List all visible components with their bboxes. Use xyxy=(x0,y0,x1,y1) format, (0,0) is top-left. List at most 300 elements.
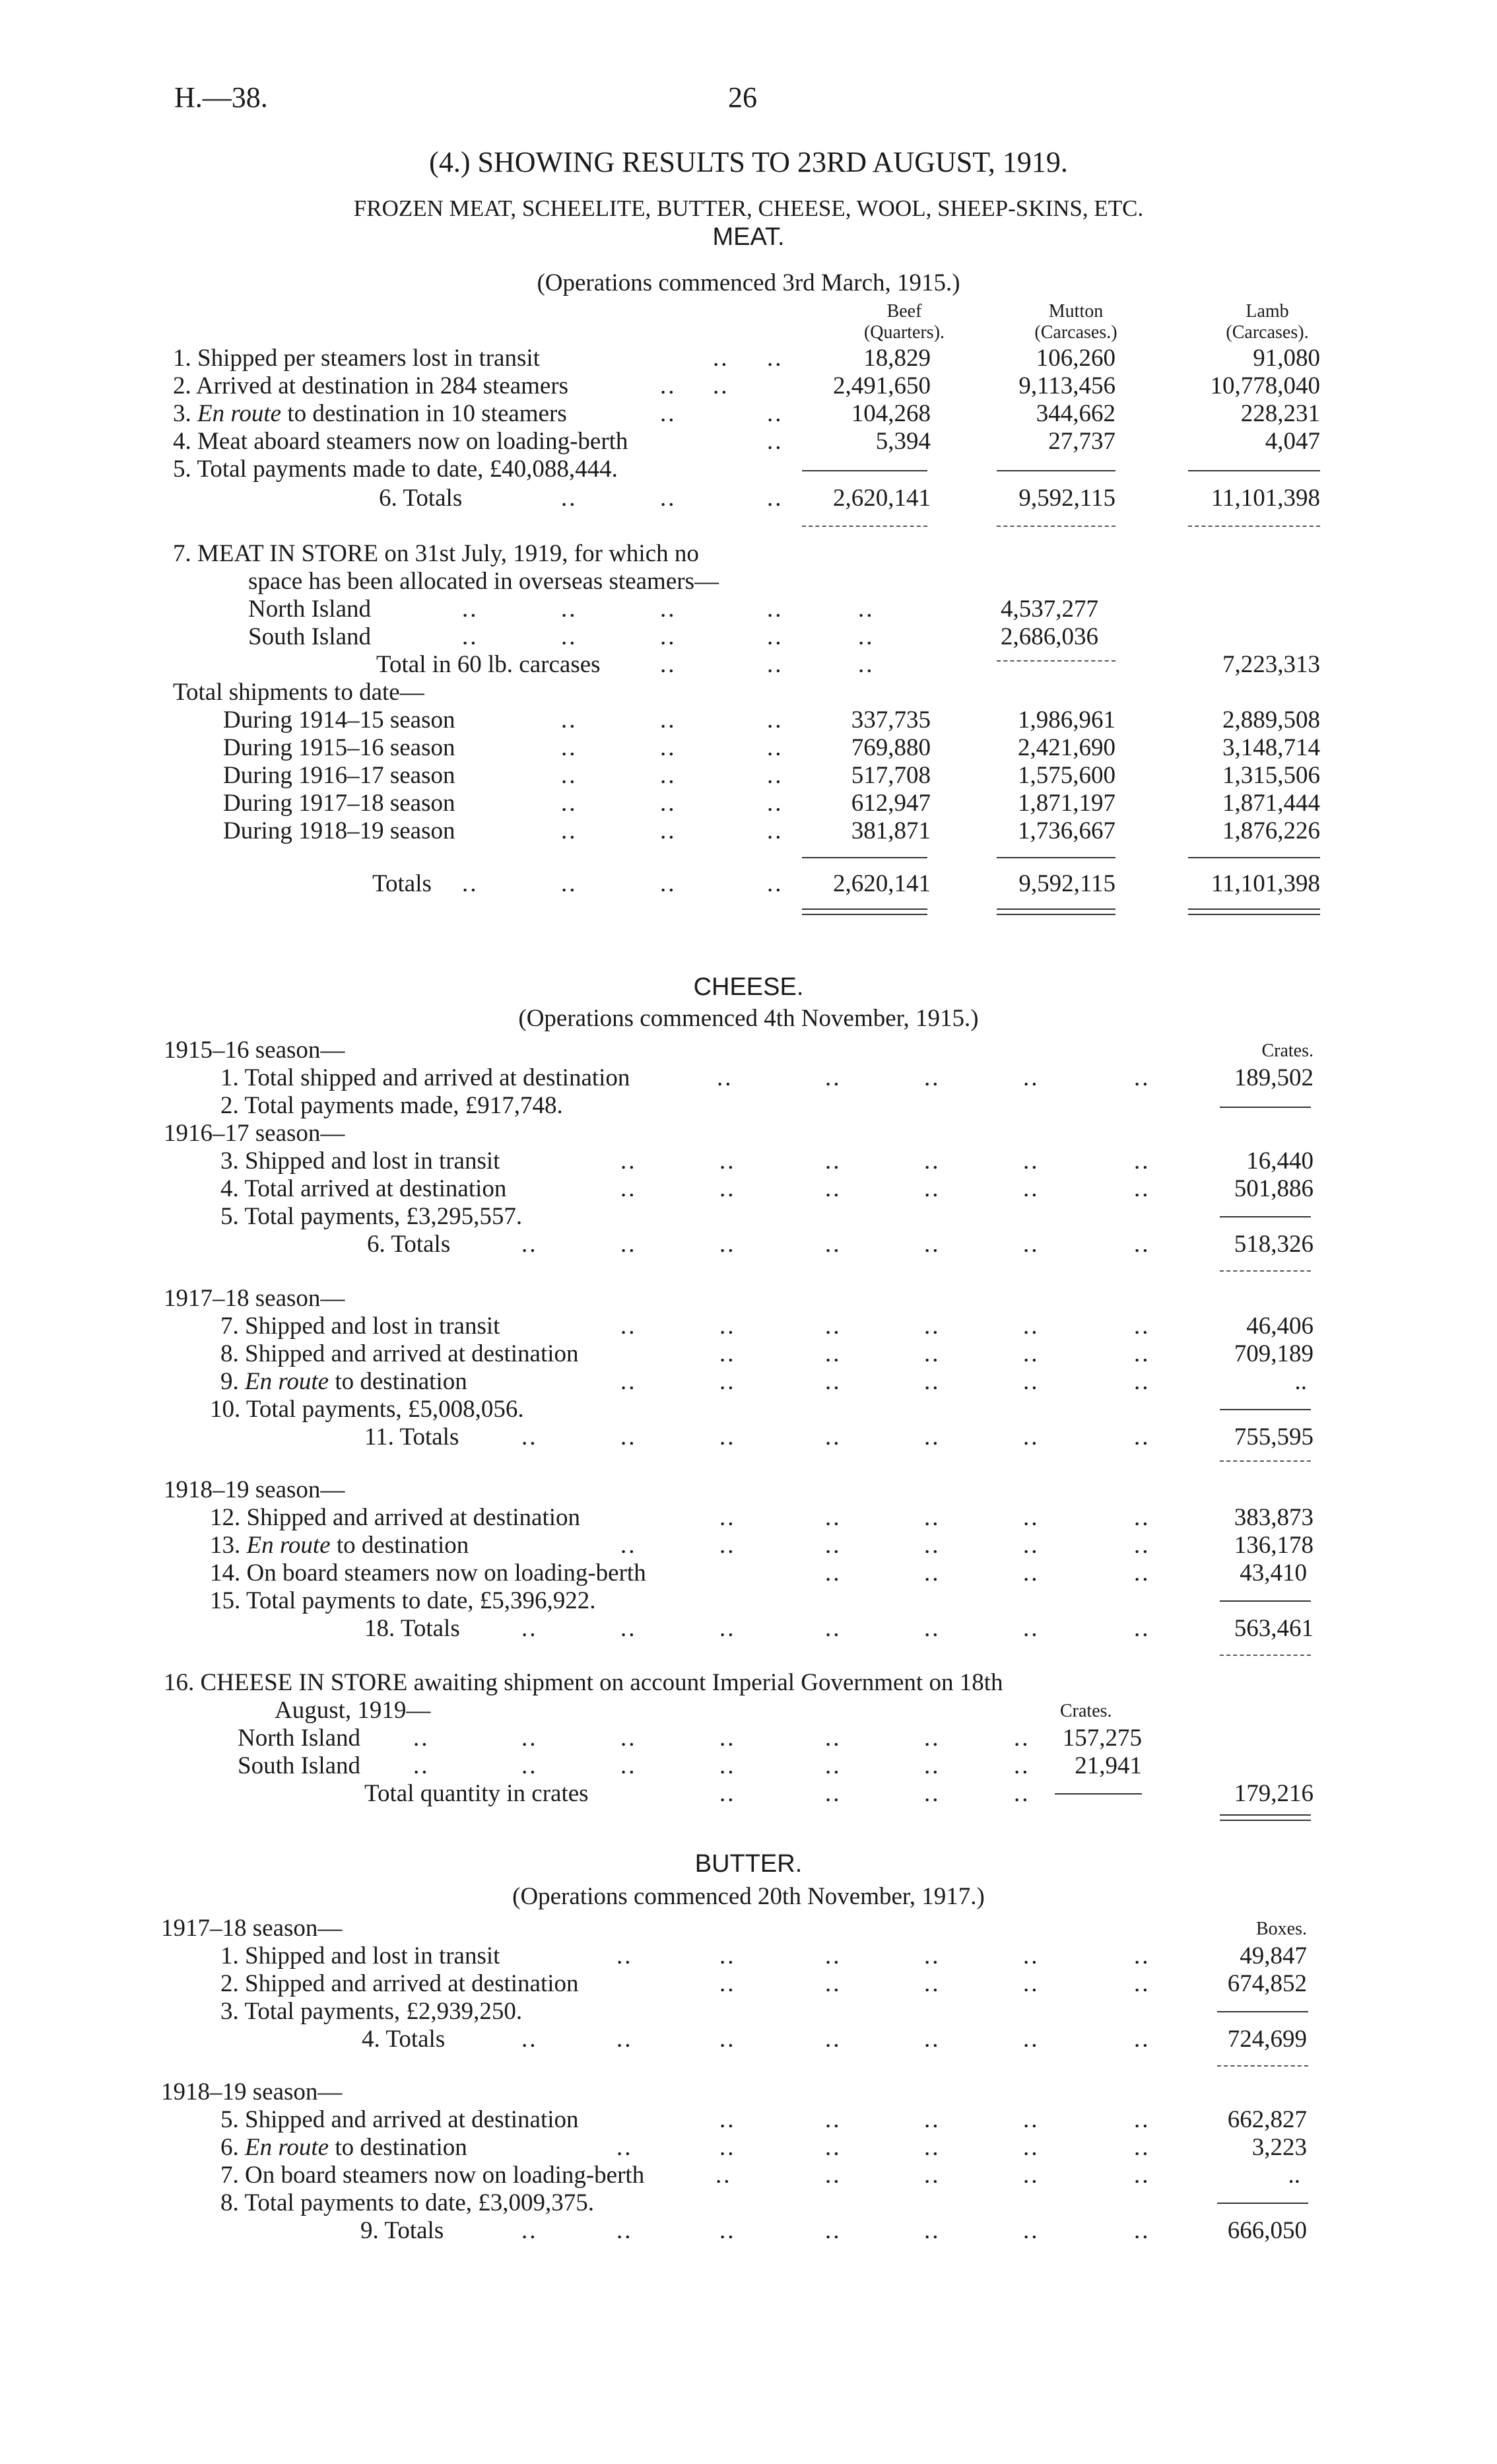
mutton-total: 9,592,115 xyxy=(1018,870,1115,897)
leader: .. xyxy=(1134,1313,1150,1340)
row-label: 4. Meat aboard steamers now on loading-berth xyxy=(173,428,628,455)
rule xyxy=(802,857,927,858)
beef-value: 2,491,650 xyxy=(833,372,931,399)
row-number: 3. xyxy=(173,400,191,427)
season-label: During 1916–17 season xyxy=(223,762,455,789)
row-number: 9. xyxy=(220,1368,239,1395)
row-label: 14. On board steamers now on loading-berth xyxy=(210,1559,646,1587)
leader: .. xyxy=(1023,1340,1040,1367)
leader: .. xyxy=(825,1231,842,1258)
leader: .. xyxy=(825,1313,842,1340)
leader: .. xyxy=(924,1504,941,1531)
season-label: During 1914–15 season xyxy=(223,706,455,734)
en-route-text: En route xyxy=(245,1368,329,1395)
leader: .. xyxy=(561,734,578,761)
beef-value: 612,947 xyxy=(851,790,931,817)
season-label: During 1915–16 season xyxy=(223,734,455,761)
leader: .. xyxy=(719,1175,736,1202)
leader: .. xyxy=(1014,1752,1030,1779)
leader: .. xyxy=(825,1368,842,1395)
rule xyxy=(1188,526,1320,527)
cheese-1915-heading: 1915–16 season— xyxy=(164,1037,345,1064)
mutton-value: 9,113,456 xyxy=(1018,372,1115,399)
leader: .. xyxy=(924,1147,941,1175)
leader: .. xyxy=(521,1752,538,1779)
rule xyxy=(1220,1460,1311,1462)
rule xyxy=(997,914,1115,915)
leader: .. xyxy=(1023,2106,1040,2133)
cheese-store-line1: 16. CHEESE IN STORE awaiting shipment on account Imperial Government on 18th xyxy=(164,1669,1003,1696)
leader: .. xyxy=(825,1970,842,1997)
col-beef-unit: (Quarters). xyxy=(863,322,945,343)
beef-value: 381,871 xyxy=(851,817,931,844)
butter-row-8: 8. Total payments to date, £3,009,375. xyxy=(220,2189,595,2216)
leader: .. xyxy=(719,1780,736,1807)
mutton-total: 9,592,115 xyxy=(1018,485,1115,512)
rule xyxy=(1220,1409,1311,1410)
leader: .. xyxy=(620,1752,637,1779)
season-label: During 1918–19 season xyxy=(223,817,455,844)
page-reference: H.—38. xyxy=(174,81,268,114)
leader: .. xyxy=(660,400,677,427)
leader: .. xyxy=(924,1368,941,1395)
north-label: North Island xyxy=(248,596,371,623)
row-value: 189,502 xyxy=(1234,1064,1314,1091)
lamb-value: 1,871,444 xyxy=(1222,790,1320,817)
totals-label: 4. Totals xyxy=(362,2026,446,2053)
meat-store-line2: space has been allocated in overseas steamers— xyxy=(248,568,719,595)
leader: .. xyxy=(767,651,783,678)
rule xyxy=(997,857,1115,858)
leader: .. xyxy=(1134,1615,1150,1642)
leader: .. xyxy=(620,1147,637,1175)
col-beef-name: Beef xyxy=(886,301,922,322)
leader: .. xyxy=(924,2217,941,2244)
rule xyxy=(1220,1107,1311,1108)
leader: .. xyxy=(825,1147,842,1175)
mutton-value: 1,871,197 xyxy=(1018,790,1115,817)
leader: .. xyxy=(825,1752,842,1779)
leader: .. xyxy=(1134,1147,1150,1175)
leader: .. xyxy=(521,1231,538,1258)
row-label: 4. Total arrived at destination xyxy=(220,1175,507,1202)
south-label: South Island xyxy=(238,1752,361,1779)
season-label: During 1917–18 season xyxy=(223,790,455,817)
leader: .. xyxy=(924,1175,941,1202)
leader: .. xyxy=(924,1725,941,1752)
mutton-value: 1,736,667 xyxy=(1018,817,1115,844)
leader: .. xyxy=(616,1942,633,1969)
cheese-row-5: 5. Total payments, £3,295,557. xyxy=(220,1203,523,1230)
row-value: 43,410 xyxy=(1240,1559,1307,1587)
rule xyxy=(1220,1814,1311,1816)
row-label xyxy=(173,401,567,426)
rule xyxy=(1220,1655,1311,1656)
leader: .. xyxy=(719,1231,736,1258)
leader: .. xyxy=(620,1175,637,1202)
leader: .. xyxy=(521,2217,538,2244)
leader: .. xyxy=(413,1752,430,1779)
leader: .. xyxy=(561,762,578,789)
leader: .. xyxy=(719,1313,736,1340)
cheese-1918-heading: 1918–19 season— xyxy=(164,1476,345,1503)
row-number: 6. xyxy=(220,2134,239,2161)
mutton-value: 27,737 xyxy=(1048,428,1115,455)
cheese-1917-heading: 1917–18 season— xyxy=(164,1285,345,1312)
page-number: 26 xyxy=(728,81,757,114)
lamb-value: 228,231 xyxy=(1240,400,1320,427)
leader: .. xyxy=(924,1340,941,1367)
leader: .. xyxy=(713,372,729,399)
leader: .. xyxy=(1023,1313,1040,1340)
row-label-rest: to destination xyxy=(329,1368,467,1395)
leader: .. xyxy=(825,2217,842,2244)
leader: .. xyxy=(825,1615,842,1642)
leader: .. xyxy=(660,623,677,650)
totals-value: 563,461 xyxy=(1234,1615,1314,1642)
leader: .. xyxy=(767,400,783,427)
leader: .. xyxy=(825,2106,842,2133)
rule xyxy=(802,908,927,910)
leader: .. xyxy=(660,790,677,817)
lamb-total: 11,101,398 xyxy=(1211,870,1320,897)
leader: .. xyxy=(1134,1175,1150,1202)
south-label: South Island xyxy=(248,623,372,650)
leader: .. xyxy=(825,2134,842,2161)
shipments-heading: Total shipments to date— xyxy=(173,679,424,706)
row-value: 709,189 xyxy=(1234,1340,1314,1367)
beef-value: 769,880 xyxy=(851,734,931,761)
leader: .. xyxy=(1023,1175,1040,1202)
row-label-rest: to destination in 10 steamers xyxy=(281,400,567,427)
leader: .. xyxy=(719,1504,736,1531)
butter-heading: BUTTER. xyxy=(694,1850,803,1878)
leader: .. xyxy=(715,2162,732,2189)
leader: .. xyxy=(719,2217,736,2244)
leader: .. xyxy=(924,1942,941,1969)
leader: .. xyxy=(620,1368,637,1395)
rule xyxy=(1220,1820,1311,1821)
leader: .. xyxy=(660,706,677,734)
north-label: North Island xyxy=(238,1725,360,1752)
beef-total: 2,620,141 xyxy=(833,870,931,897)
row-value: 49,847 xyxy=(1240,1942,1307,1969)
leader: .. xyxy=(1023,2026,1040,2053)
butter-row-3: 3. Total payments, £2,939,250. xyxy=(220,1998,523,2025)
leader: .. xyxy=(1134,1423,1150,1451)
leader: .. xyxy=(719,1532,736,1559)
leader: .. xyxy=(1134,1504,1150,1531)
row-label: 1. Shipped and lost in transit xyxy=(220,1942,500,1969)
leader: .. xyxy=(825,1340,842,1367)
lamb-value: 10,778,040 xyxy=(1210,372,1320,399)
rule xyxy=(1220,1216,1311,1217)
rule xyxy=(1217,2203,1308,2204)
row-value: .. xyxy=(1288,2162,1300,2189)
row-label: 12. Shipped and arrived at destination xyxy=(210,1504,581,1531)
meat-operations: (Operations commenced 3rd March, 1915.) xyxy=(537,269,960,296)
leader: .. xyxy=(825,1942,842,1969)
beef-value: 5,394 xyxy=(875,428,931,455)
leader: .. xyxy=(1134,2217,1150,2244)
leader: .. xyxy=(620,1313,637,1340)
leader: .. xyxy=(767,345,783,372)
row-label: 1. Total shipped and arrived at destination xyxy=(220,1064,630,1091)
leader: .. xyxy=(561,790,578,817)
row-label xyxy=(220,2135,467,2160)
leader: .. xyxy=(924,1559,941,1587)
meat-store-line1: 7. MEAT IN STORE on 31st July, 1919, for which no xyxy=(173,540,699,567)
row-value: 46,406 xyxy=(1246,1313,1314,1340)
leader: .. xyxy=(462,596,479,623)
mutton-value: 1,575,600 xyxy=(1018,762,1115,789)
leader: .. xyxy=(858,596,875,623)
leader: .. xyxy=(1134,2134,1150,2161)
row-value: 674,852 xyxy=(1227,1970,1307,1997)
cheese-store-unit: Crates. xyxy=(1060,1701,1112,1721)
lamb-value: 4,047 xyxy=(1265,428,1320,455)
leader: .. xyxy=(825,2162,842,2189)
leader: .. xyxy=(1023,2134,1040,2161)
rule xyxy=(1220,1270,1311,1272)
butter-operations: (Operations commenced 20th November, 1917.) xyxy=(512,1883,985,1910)
col-mutton-unit: (Carcases.) xyxy=(1034,322,1117,343)
leader: .. xyxy=(719,1752,736,1779)
leader: .. xyxy=(924,1313,941,1340)
page-title: (4.) SHOWING RESULTS TO 23RD AUGUST, 1919. xyxy=(429,146,1068,178)
leader: .. xyxy=(660,870,677,897)
leader: .. xyxy=(1014,1725,1030,1752)
total-label: Total in 60 lb. carcases xyxy=(376,651,601,678)
rule xyxy=(997,660,1115,662)
leader: .. xyxy=(1023,1615,1040,1642)
leader: .. xyxy=(1023,1942,1040,1969)
leader: .. xyxy=(462,870,479,897)
leader: .. xyxy=(719,1725,736,1752)
row-value: 501,886 xyxy=(1234,1175,1314,1202)
leader: .. xyxy=(858,651,875,678)
leader: .. xyxy=(1134,1970,1150,1997)
rule xyxy=(997,908,1115,910)
leader: .. xyxy=(1023,1532,1040,1559)
row-label: 2. Arrived at destination in 284 steamers xyxy=(173,372,569,399)
leader: .. xyxy=(825,1175,842,1202)
leader: .. xyxy=(561,870,578,897)
row-label: 8. Shipped and arrived at destination xyxy=(220,1340,579,1367)
leader: .. xyxy=(719,1423,736,1451)
row-label: 7. On board steamers now on loading-berth xyxy=(220,2162,645,2189)
leader: .. xyxy=(1023,2162,1040,2189)
leader: .. xyxy=(719,1147,736,1175)
leader: .. xyxy=(1023,1970,1040,1997)
meat-row-5: 5. Total payments made to date, £40,088,444. xyxy=(173,456,618,483)
row-label-rest: to destination xyxy=(330,1532,469,1559)
row-value: 16,440 xyxy=(1246,1147,1314,1175)
leader: .. xyxy=(825,1559,842,1587)
row-label: 5. Shipped and arrived at destination xyxy=(220,2106,579,2133)
north-value: 157,275 xyxy=(1062,1725,1142,1752)
leader: .. xyxy=(767,762,783,789)
leader: .. xyxy=(1134,2106,1150,2133)
leader: .. xyxy=(561,706,578,734)
leader: .. xyxy=(660,651,677,678)
mutton-value: 2,421,690 xyxy=(1018,734,1115,761)
leader: .. xyxy=(521,1615,538,1642)
rule xyxy=(1188,914,1320,915)
leader: .. xyxy=(719,1970,736,1997)
leader: .. xyxy=(719,1942,736,1969)
leader: .. xyxy=(1134,1064,1150,1091)
leader: .. xyxy=(825,1423,842,1451)
beef-value: 18,829 xyxy=(863,345,931,372)
leader: .. xyxy=(561,596,578,623)
col-lamb-unit: (Carcases). xyxy=(1226,322,1309,343)
leader: .. xyxy=(1023,2217,1040,2244)
leader: .. xyxy=(1023,1423,1040,1451)
leader: .. xyxy=(620,1725,637,1752)
totals-label: 11. Totals xyxy=(364,1423,459,1451)
leader: .. xyxy=(924,1780,941,1807)
leader: .. xyxy=(521,1725,538,1752)
lamb-value: 91,080 xyxy=(1253,345,1320,372)
rule xyxy=(1217,2065,1308,2067)
leader: .. xyxy=(620,1231,637,1258)
leader: .. xyxy=(924,1423,941,1451)
leader: .. xyxy=(717,1064,733,1091)
leader: .. xyxy=(561,817,578,844)
row-label: 7. Shipped and lost in transit xyxy=(220,1313,500,1340)
butter-unit: Boxes. xyxy=(1256,1919,1307,1939)
leader: .. xyxy=(767,870,783,897)
leader: .. xyxy=(1023,1368,1040,1395)
row-label xyxy=(220,1369,467,1394)
leader: .. xyxy=(825,1725,842,1752)
row-number: 13. xyxy=(210,1532,241,1559)
leader: .. xyxy=(1023,1064,1040,1091)
rule xyxy=(997,526,1115,527)
leader: .. xyxy=(616,2026,633,2053)
leader: .. xyxy=(1023,1504,1040,1531)
leader: .. xyxy=(825,1064,842,1091)
leader: .. xyxy=(616,2134,633,2161)
leader: .. xyxy=(1014,1780,1030,1807)
leader: .. xyxy=(462,623,479,650)
leader: .. xyxy=(825,1504,842,1531)
leader: .. xyxy=(713,345,729,372)
leader: .. xyxy=(825,2026,842,2053)
lamb-value: 1,315,506 xyxy=(1222,762,1320,789)
leader: .. xyxy=(1023,1147,1040,1175)
meat-heading: MEAT. xyxy=(712,223,785,251)
totals-value: 666,050 xyxy=(1227,2217,1307,2244)
totals-label: 6. Totals xyxy=(367,1231,451,1258)
leader: .. xyxy=(1134,2026,1150,2053)
rule xyxy=(1188,908,1320,910)
leader: .. xyxy=(767,428,783,455)
leader: .. xyxy=(616,2217,633,2244)
leader: .. xyxy=(1134,2162,1150,2189)
rule xyxy=(1220,1600,1311,1602)
leader: .. xyxy=(924,2162,941,2189)
leader: .. xyxy=(1134,1942,1150,1969)
row-label xyxy=(210,1533,469,1557)
leader: .. xyxy=(620,1423,637,1451)
rule xyxy=(802,470,927,471)
leader: .. xyxy=(924,1064,941,1091)
leader: .. xyxy=(1134,1368,1150,1395)
totals-value: 755,595 xyxy=(1234,1423,1314,1451)
en-route-text: En route xyxy=(197,400,282,427)
totals-value: 518,326 xyxy=(1234,1231,1314,1258)
leader: .. xyxy=(767,817,783,844)
rule xyxy=(1055,1793,1142,1795)
leader: .. xyxy=(660,762,677,789)
beef-total: 2,620,141 xyxy=(833,485,931,512)
totals-label: 18. Totals xyxy=(364,1615,460,1642)
row-value: .. xyxy=(1294,1368,1307,1395)
leader: .. xyxy=(1134,1532,1150,1559)
leader: .. xyxy=(1134,1231,1150,1258)
cheese-row-10: 10. Total payments, £5,008,056. xyxy=(210,1396,524,1423)
row-label: 2. Shipped and arrived at destination xyxy=(220,1970,579,1997)
row-label: 1. Shipped per steamers lost in transit xyxy=(173,345,540,372)
butter-1918-heading: 1918–19 season— xyxy=(161,2078,343,2105)
leader: .. xyxy=(521,2026,538,2053)
leader: .. xyxy=(858,623,875,650)
leader: .. xyxy=(660,734,677,761)
rule xyxy=(997,470,1115,471)
mutton-value: 106,260 xyxy=(1036,345,1115,372)
lamb-value: 3,148,714 xyxy=(1222,734,1320,761)
en-route-text: En route xyxy=(246,1532,331,1559)
totals-value: 724,699 xyxy=(1227,2026,1307,2053)
leader: .. xyxy=(924,1752,941,1779)
leader: .. xyxy=(620,1532,637,1559)
leader: .. xyxy=(924,2134,941,2161)
leader: .. xyxy=(924,2026,941,2053)
totals-label: 9. Totals xyxy=(360,2217,444,2244)
row-value: 383,873 xyxy=(1234,1504,1314,1531)
rule xyxy=(1188,857,1320,858)
leader: .. xyxy=(767,596,783,623)
cheese-row-2: 2. Total payments made, £917,748. xyxy=(220,1092,563,1119)
row-value: 3,223 xyxy=(1251,2134,1307,2161)
leader: .. xyxy=(561,485,578,512)
beef-value: 517,708 xyxy=(851,762,931,789)
leader: .. xyxy=(660,596,677,623)
en-route-text: En route xyxy=(245,2134,329,2161)
butter-1917-heading: 1917–18 season— xyxy=(161,1915,343,1942)
leader: .. xyxy=(620,1615,637,1642)
south-value: 21,941 xyxy=(1075,1752,1142,1779)
totals-label: Totals xyxy=(372,870,432,897)
col-mutton-name: Mutton xyxy=(1048,301,1104,322)
leader: .. xyxy=(767,623,783,650)
leader: .. xyxy=(660,372,677,399)
page-subtitle: FROZEN MEAT, SCHEELITE, BUTTER, CHEESE, WOOL, SHEEP-SKINS, ETC. xyxy=(353,195,1144,221)
leader: .. xyxy=(924,1532,941,1559)
beef-value: 104,268 xyxy=(851,400,931,427)
totals-label: 6. Totals xyxy=(379,485,463,512)
north-value: 4,537,277 xyxy=(1001,596,1098,623)
cheese-unit: Crates. xyxy=(1261,1041,1314,1061)
leader: .. xyxy=(767,485,783,512)
leader: .. xyxy=(924,1231,941,1258)
leader: .. xyxy=(1134,1340,1150,1367)
cheese-row-15: 15. Total payments to date, £5,396,922. xyxy=(210,1587,596,1614)
leader: .. xyxy=(767,734,783,761)
rule xyxy=(802,526,927,527)
